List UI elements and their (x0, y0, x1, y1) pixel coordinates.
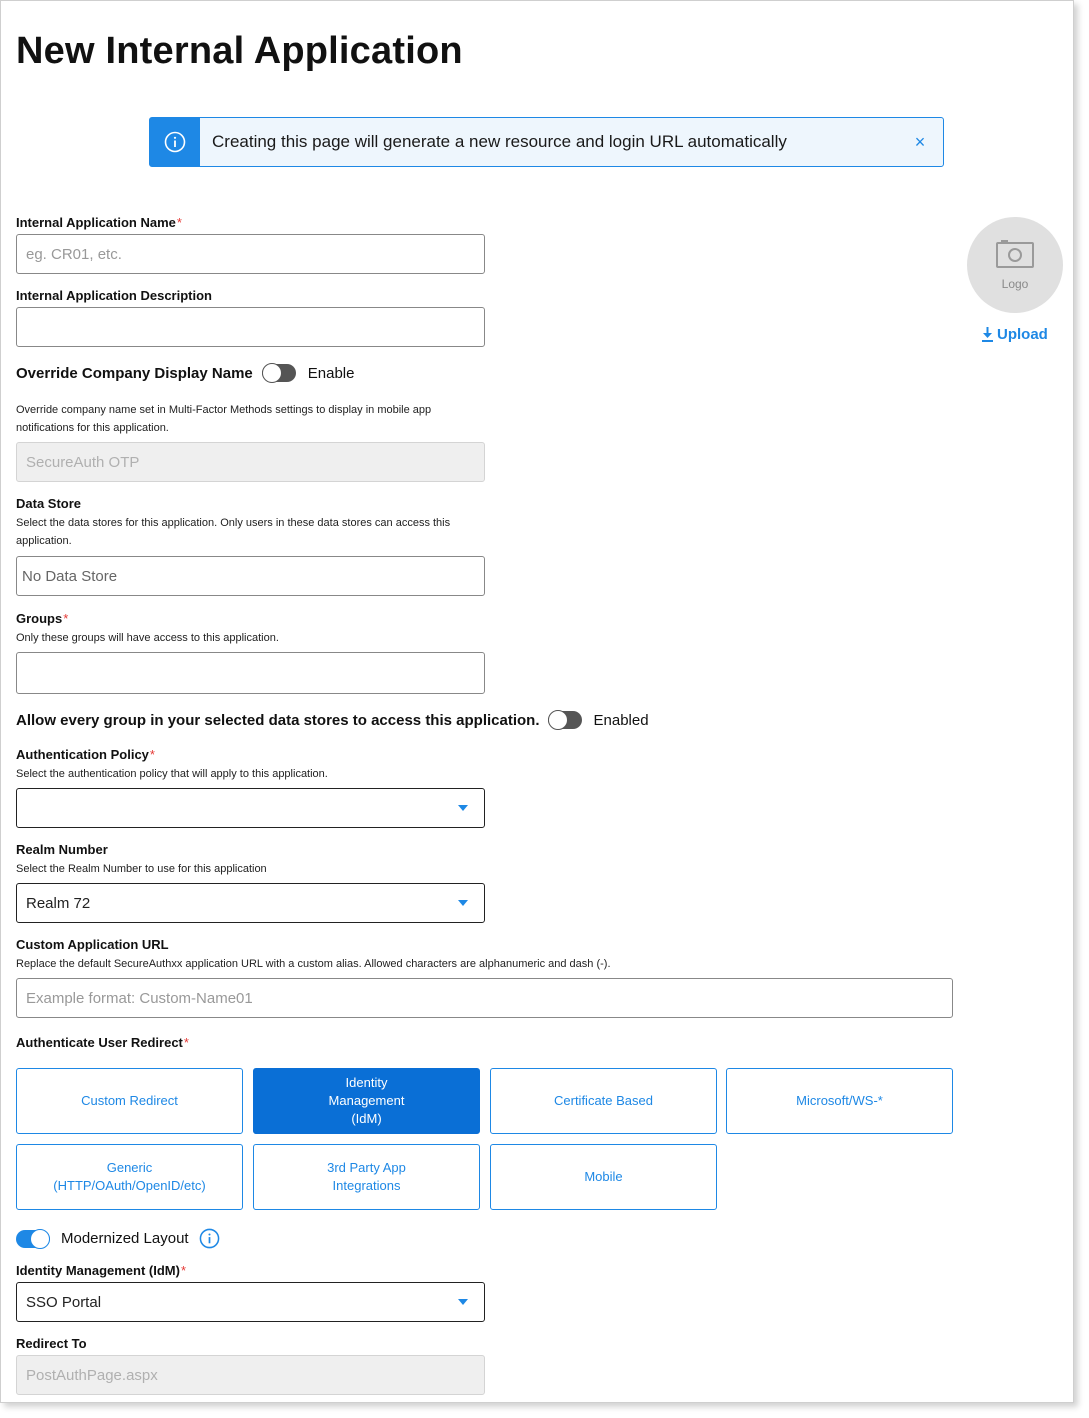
required-marker: * (149, 747, 155, 762)
groups-label (16, 611, 68, 626)
allow-every-group-row (16, 711, 649, 729)
realm-help: Select the Realm Number to use for this application (16, 863, 267, 875)
toggle-knob (262, 363, 282, 383)
app-name-label-text: Internal Application Name (16, 215, 176, 230)
idm-label (16, 1263, 186, 1278)
upload-button[interactable] (981, 326, 1048, 343)
toggle-knob (30, 1229, 50, 1249)
data-store-help: Select the data stores for this application. Only users in these data stores can access this application. (16, 517, 451, 547)
tile-label-line: Integrations (332, 1178, 401, 1193)
required-marker: * (176, 215, 182, 230)
override-display-toggle-label: Enable (307, 364, 355, 382)
caret-down-icon (458, 900, 468, 906)
info-banner (149, 117, 944, 167)
info-icon[interactable] (199, 1228, 220, 1249)
redirect-option-microsoft-ws[interactable] (726, 1068, 953, 1134)
override-display-label: Override Company Display Name (16, 364, 253, 382)
close-icon[interactable]: × (914, 131, 926, 152)
app-name-placeholder: eg. CR01, etc. (26, 245, 122, 263)
idm-select[interactable] (16, 1282, 485, 1322)
app-name-input[interactable] (16, 234, 485, 274)
tile-label (327, 1159, 406, 1195)
tile-label-line: (HTTP/OAuth/OpenID/etc) (53, 1178, 206, 1193)
idm-label-text: Identity Management (IdM) (16, 1263, 180, 1278)
allow-every-group-toggle-label: Enabled (593, 711, 649, 729)
redirect-to-label: Redirect To (16, 1336, 87, 1351)
redirect-label (16, 1035, 189, 1050)
data-store-placeholder: No Data Store (22, 567, 118, 585)
groups-help: Only these groups will have access to this application. (16, 632, 279, 644)
custom-url-label: Custom Application URL (16, 937, 169, 952)
page-title: New Internal Application (16, 30, 463, 72)
redirect-option-generic[interactable] (16, 1144, 243, 1210)
required-marker: * (63, 611, 69, 626)
realm-value: Realm 72 (26, 894, 91, 912)
app-description-label: Internal Application Description (16, 288, 212, 303)
redirect-to-input (16, 1355, 485, 1395)
required-marker: * (180, 1263, 187, 1278)
redirect-to-value: PostAuthPage.aspx (26, 1366, 158, 1384)
tile-label: Mobile (584, 1169, 623, 1184)
upload-label: Upload (997, 326, 1048, 343)
groups-label-text: Groups (16, 611, 63, 626)
modernized-layout-toggle[interactable] (16, 1230, 50, 1248)
auth-policy-help: Select the authentication policy that will apply to this application. (16, 768, 328, 780)
tile-label-line: Identity (345, 1075, 388, 1090)
override-display-help: Override company name set in Multi-Factor Methods settings to display in mobile app notifications for this application. (16, 404, 432, 434)
custom-url-input[interactable] (16, 978, 953, 1018)
display-name-value: SecureAuth OTP (26, 453, 140, 471)
banner-message: Creating this page will generate a new resource and login URL automatically (212, 132, 787, 151)
tile-label: Custom Redirect (81, 1093, 178, 1108)
modernized-layout-row (16, 1228, 220, 1249)
custom-url-help: Replace the default SecureAuthxx application URL with a custom alias. Allowed characters are alphanumeric and dash (-). (16, 958, 611, 970)
info-icon (150, 118, 200, 166)
allow-every-group-label: Allow every group in your selected data stores to access this application. (16, 711, 540, 729)
redirect-option-identity-management[interactable] (253, 1068, 480, 1134)
caret-down-icon (458, 805, 468, 811)
tile-label-line: Management (328, 1093, 405, 1108)
override-display-toggle[interactable] (262, 364, 296, 382)
logo-placeholder[interactable] (967, 217, 1063, 313)
tile-label (53, 1159, 205, 1195)
toggle-knob (548, 710, 568, 730)
override-display-row (16, 364, 354, 382)
realm-label: Realm Number (16, 842, 108, 857)
display-name-input (16, 442, 485, 482)
tile-label: Microsoft/WS-* (796, 1093, 883, 1108)
data-store-input[interactable] (16, 556, 485, 596)
custom-url-placeholder: Example format: Custom-Name01 (26, 989, 253, 1007)
redirect-option-3rd-party[interactable] (253, 1144, 480, 1210)
redirect-option-certificate-based[interactable] (490, 1068, 717, 1134)
groups-input[interactable] (16, 652, 485, 694)
auth-policy-label (16, 747, 155, 762)
redirect-option-custom-redirect[interactable] (16, 1068, 243, 1134)
tile-label-line: Generic (106, 1160, 153, 1175)
auth-policy-label-text: Authentication Policy (16, 747, 149, 762)
redirect-option-mobile[interactable] (490, 1144, 717, 1210)
caret-down-icon (458, 1299, 468, 1305)
tile-label-line: 3rd Party App (327, 1160, 406, 1175)
download-icon (981, 327, 994, 342)
auth-policy-select[interactable] (16, 788, 485, 828)
app-description-input[interactable] (16, 307, 485, 347)
redirect-label-text: Authenticate User Redirect (16, 1035, 183, 1050)
modernized-layout-label: Modernized Layout (61, 1230, 189, 1247)
idm-value: SSO Portal (26, 1293, 102, 1311)
realm-select[interactable] (16, 883, 485, 923)
required-marker: * (183, 1035, 189, 1050)
tile-label (329, 1074, 405, 1128)
logo-label: Logo (1001, 277, 1029, 291)
tile-label-line: (IdM) (351, 1111, 382, 1126)
allow-every-group-toggle[interactable] (548, 711, 582, 729)
app-name-label (16, 215, 182, 230)
tile-label: Certificate Based (554, 1093, 653, 1108)
data-store-label: Data Store (16, 496, 82, 511)
camera-icon (995, 239, 1035, 271)
